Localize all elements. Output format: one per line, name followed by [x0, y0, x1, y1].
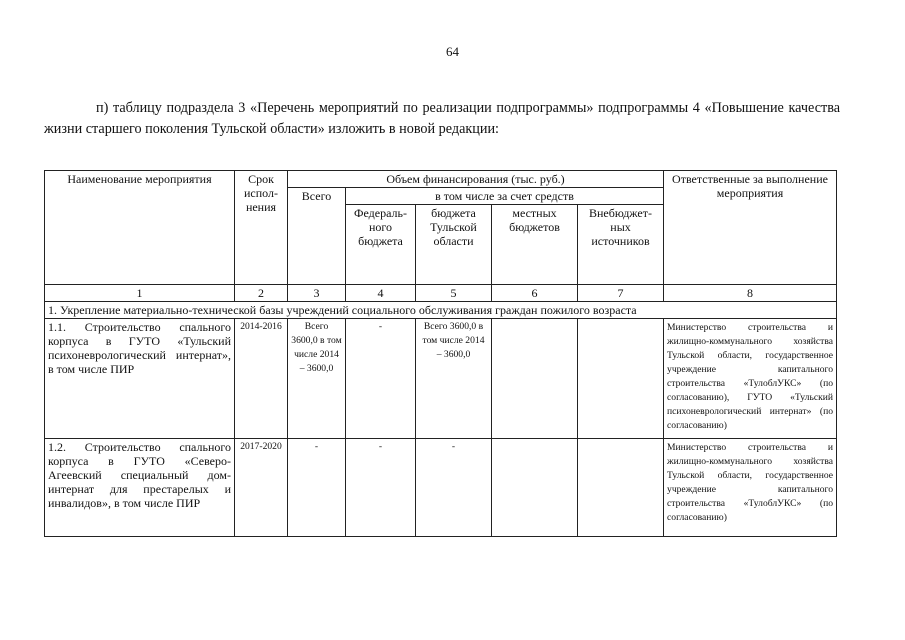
event-regional: Всего 3600,0 в том числе 2014 – 3600,0 — [416, 319, 492, 439]
header-total: Всего — [288, 188, 346, 285]
section-title: 1. Укрепление материально-технической базы учреждений социального обслуживания граждан пожилого возраста — [45, 302, 837, 319]
table-row — [45, 319, 837, 439]
intro-paragraph: п) таблицу подраздела 3 «Перечень мероприятий по реализации подпрограммы» подпрограммы 4 «Повышение качества жизни старшего поколения Тульской области» изложить в новой редакции: — [44, 100, 840, 137]
column-number: 1 — [45, 285, 235, 302]
header-responsible: Ответственные за выполнение мероприятия — [664, 171, 837, 285]
column-number: 5 — [416, 285, 492, 302]
event-name: 1.2. Строительство спального корпуса в ГУТО «Северо-Агеевский специальный дом-интернат для престарелых и инвалидов», в том числе ПИР — [45, 439, 235, 537]
column-number: 6 — [492, 285, 578, 302]
event-local — [492, 319, 578, 439]
page-number: 64 — [446, 44, 459, 59]
event-responsible: Министерство строительства и жилищно-коммунального хозяйства Тульской области, государственное учреждение капитального строительства «ТулоблУКС» (по согласованию), ГУТО «Тульский психоневрологический интернат» (по согласованию) — [664, 319, 837, 439]
table-row — [45, 439, 837, 537]
event-name: 1.1. Строительство спального корпуса в ГУТО «Тульский психоневрологический интернат», в том числе ПИР — [45, 319, 235, 439]
header-financing: Объем финансирования (тыс. руб.) — [288, 171, 664, 188]
column-number: 7 — [578, 285, 664, 302]
event-total: Всего 3600,0 в том числе 2014 – 3600,0 — [288, 319, 346, 439]
column-number: 3 — [288, 285, 346, 302]
event-local — [492, 439, 578, 537]
event-regional: - — [416, 439, 492, 537]
event-term: 2014-2016 — [235, 319, 288, 439]
event-term: 2017-2020 — [235, 439, 288, 537]
event-extra — [578, 439, 664, 537]
column-number: 2 — [235, 285, 288, 302]
event-total: - — [288, 439, 346, 537]
events-table — [44, 170, 837, 537]
header-name: Наименование мероприятия — [45, 171, 235, 285]
header-row-1 — [45, 171, 837, 188]
column-numbers-row — [45, 285, 837, 302]
header-local: местных бюджетов — [492, 205, 578, 285]
event-responsible: Министерство строительства и жилищно-коммунального хозяйства Тульской области, государственное учреждение капитального строительства «ТулоблУКС» (по согласованию) — [664, 439, 837, 537]
header-federal: Федераль-ного бюджета — [346, 205, 416, 285]
column-number: 8 — [664, 285, 837, 302]
section-row — [45, 302, 837, 319]
header-term: Срок испол-нения — [235, 171, 288, 285]
column-number: 4 — [346, 285, 416, 302]
event-federal: - — [346, 439, 416, 537]
header-extra: Внебюджет-ных источников — [578, 205, 664, 285]
header-including: в том числе за счет средств — [346, 188, 664, 205]
header-regional: бюджета Тульской области — [416, 205, 492, 285]
event-extra — [578, 319, 664, 439]
event-federal: - — [346, 319, 416, 439]
